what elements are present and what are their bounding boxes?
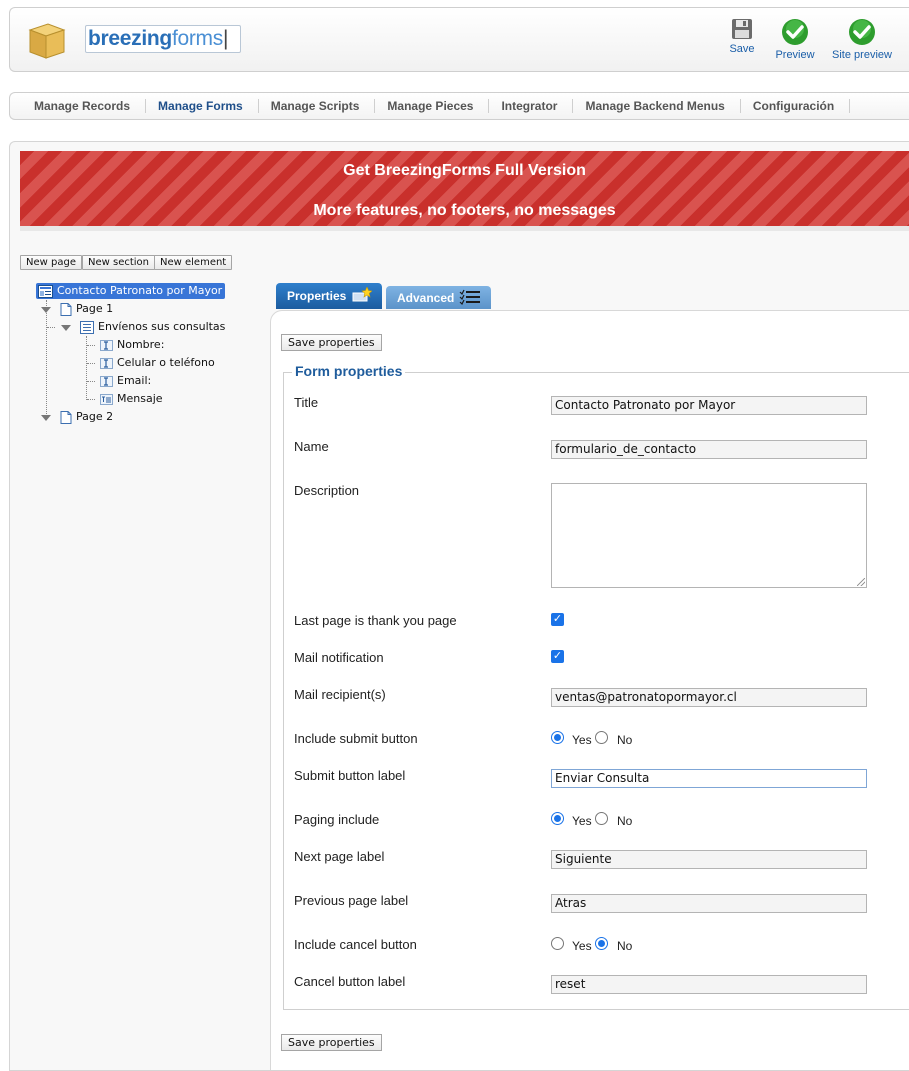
include-cancel-yes-radio[interactable] (551, 937, 564, 950)
tree-root-label: Contacto Patronato por Mayor (57, 284, 223, 297)
cancel-label-input[interactable]: reset (551, 975, 867, 994)
text-field-icon (100, 376, 113, 387)
nav-configuracion[interactable]: Configuración (741, 99, 850, 113)
tree-page2-label: Page 2 (76, 410, 114, 423)
tree-node-element-nombre[interactable] (100, 337, 164, 353)
tree-element-label: Celular o teléfono (117, 356, 215, 369)
nav-manage-pieces[interactable]: Manage Pieces (375, 99, 489, 113)
last-page-checkbox[interactable]: ✓ (552, 613, 563, 625)
paging-no-radio[interactable] (595, 812, 608, 825)
banner-line-1: Get BreezingForms Full Version (343, 162, 586, 179)
previous-page-input[interactable]: Atras (551, 894, 867, 913)
tree-connector (47, 327, 55, 328)
save-label: Save (729, 43, 755, 55)
new-element-button[interactable]: New element (154, 255, 232, 270)
save-button[interactable] (727, 18, 757, 55)
previous-page-label: Previous page label (294, 893, 409, 908)
paging-include-label: Paging include (294, 812, 380, 827)
title-label: Title (294, 395, 319, 410)
textarea-icon (100, 394, 113, 405)
include-cancel-yes-label: Yes (572, 939, 592, 953)
tree-connector (87, 363, 95, 364)
banner-line-2: More features, no footers, no messages (313, 202, 616, 219)
page-icon (60, 411, 72, 424)
tree-connector (87, 399, 95, 400)
include-submit-yes-label: Yes (572, 733, 592, 747)
tree-node-element-email[interactable] (100, 373, 151, 389)
tree-node-form-root[interactable] (36, 283, 225, 299)
description-textarea[interactable] (551, 483, 867, 588)
tab-properties-label: Properties (287, 289, 347, 303)
tree-node-page-1[interactable] (60, 301, 113, 317)
tree-connector (87, 345, 95, 346)
nav-integrator[interactable]: Integrator (489, 99, 573, 113)
mail-notification-label: Mail notification (294, 650, 384, 665)
checklist-icon (459, 289, 481, 307)
include-cancel-no-radio[interactable] (595, 937, 608, 950)
include-cancel-no-label: No (617, 939, 633, 953)
breezingforms-box-logo-icon (26, 18, 68, 60)
form-properties-legend: Form properties (292, 363, 405, 379)
submit-label-input[interactable]: Enviar Consulta (551, 769, 867, 788)
new-page-button[interactable]: New page (20, 255, 82, 270)
tree-node-element-celular[interactable] (100, 355, 215, 371)
mail-notification-checkbox[interactable]: ✓ (552, 650, 563, 662)
tab-advanced-label: Advanced (397, 291, 455, 305)
preview-button[interactable] (773, 18, 817, 61)
nav-manage-forms[interactable]: Manage Forms (146, 99, 259, 113)
section-icon (80, 321, 94, 334)
tree-node-section[interactable] (80, 319, 225, 335)
mail-recipients-label: Mail recipient(s) (294, 687, 386, 702)
include-submit-yes-radio[interactable] (551, 731, 564, 744)
description-label: Description (294, 483, 360, 498)
tab-advanced[interactable] (386, 286, 491, 309)
tree-element-label: Email: (117, 374, 152, 387)
tree-node-element-mensaje[interactable] (100, 391, 163, 407)
tree-element-label: Nombre: (117, 338, 165, 351)
tree-element-label: Mensaje (117, 392, 163, 405)
paging-yes-radio[interactable] (551, 812, 564, 825)
tab-properties[interactable] (276, 283, 382, 309)
nav-manage-scripts[interactable]: Manage Scripts (259, 99, 376, 113)
text-field-icon (100, 358, 113, 369)
next-page-label: Next page label (294, 849, 385, 864)
collapse-arrow-icon[interactable] (41, 415, 51, 421)
text-field-icon (100, 340, 113, 351)
new-section-button[interactable]: New section (82, 255, 155, 270)
tree-connector (87, 381, 95, 382)
green-check-icon (781, 18, 809, 46)
submit-label-label: Submit button label (294, 768, 406, 783)
floppy-disk-icon (731, 18, 753, 40)
next-page-input[interactable]: Siguiente (551, 850, 867, 869)
collapse-arrow-icon[interactable] (61, 325, 71, 331)
tree-page1-label: Page 1 (76, 302, 114, 315)
green-check-icon (848, 18, 876, 46)
last-page-label: Last page is thank you page (294, 613, 457, 628)
page-icon (60, 303, 72, 316)
tree-section-label: Envíenos sus consultas (98, 320, 226, 333)
include-submit-label: Include submit button (294, 731, 418, 746)
nav-manage-records[interactable]: Manage Records (22, 99, 146, 113)
resize-grip-icon[interactable] (857, 578, 865, 586)
preview-label: Preview (775, 49, 815, 61)
form-icon (38, 285, 53, 298)
include-submit-no-label: No (617, 733, 633, 747)
paging-no-label: No (617, 814, 633, 828)
name-input[interactable]: formulario_de_contacto (551, 440, 867, 459)
paging-yes-label: Yes (572, 814, 592, 828)
site-preview-label: Site preview (832, 49, 892, 61)
tree-node-page-2[interactable] (60, 409, 113, 425)
include-cancel-label: Include cancel button (294, 937, 417, 952)
cancel-label-label: Cancel button label (294, 974, 406, 989)
nav-manage-backend-menus[interactable]: Manage Backend Menus (573, 99, 740, 113)
mail-recipients-input[interactable]: ventas@patronatopormayor.cl (551, 688, 867, 707)
save-properties-button-top[interactable]: Save properties (281, 334, 382, 351)
title-input[interactable]: Contacto Patronato por Mayor (551, 396, 867, 415)
collapse-arrow-icon[interactable] (41, 307, 51, 313)
name-label: Name (294, 439, 329, 454)
upgrade-banner[interactable] (20, 151, 909, 231)
site-preview-button[interactable] (830, 18, 894, 61)
breezingforms-logo: breezingforms| (85, 25, 241, 53)
properties-star-icon (352, 287, 372, 303)
header-bar (9, 7, 909, 72)
include-submit-no-radio[interactable] (595, 731, 608, 744)
tree-connector (46, 300, 47, 418)
save-properties-button-bottom[interactable]: Save properties (281, 1034, 382, 1051)
main-nav (9, 92, 909, 120)
